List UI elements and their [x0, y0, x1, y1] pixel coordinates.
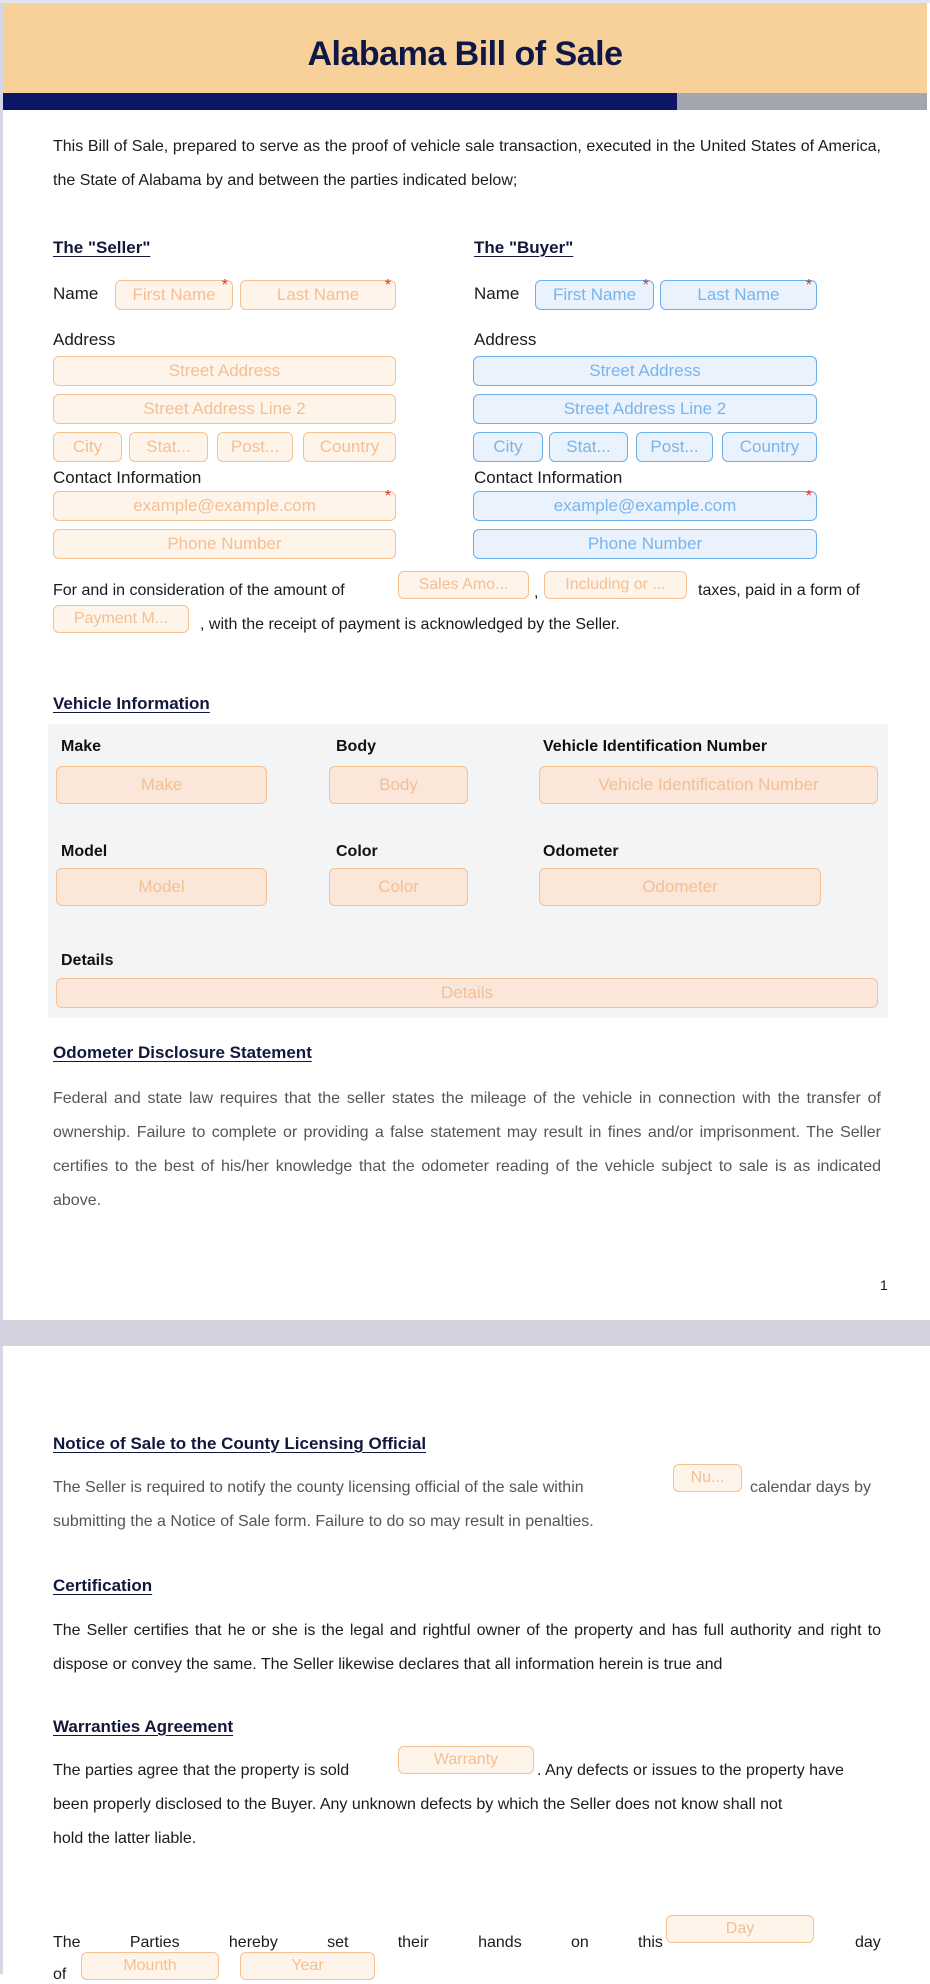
required-asterisk: * — [805, 277, 812, 294]
notice-days-input[interactable]: Nu... — [673, 1464, 742, 1492]
word: set — [327, 1934, 349, 1951]
header-bar-navy — [3, 93, 677, 110]
buyer-first-name-placeholder: First Name — [552, 285, 637, 304]
model-label: Model — [61, 843, 108, 860]
buyer-state-input[interactable]: Stat... — [549, 432, 628, 462]
seller-heading: The "Seller" — [53, 238, 151, 257]
buyer-city-input[interactable]: City — [473, 432, 543, 462]
seller-street2-input[interactable]: Street Address Line 2 — [53, 394, 396, 424]
buyer-country-input[interactable]: Country — [722, 432, 817, 462]
seller-postal-input[interactable]: Post... — [217, 432, 293, 462]
word: hereby — [228, 1934, 278, 1951]
seller-first-name-placeholder: First Name — [132, 285, 216, 304]
buyer-street-input[interactable]: Street Address — [473, 356, 817, 386]
required-asterisk: * — [384, 277, 391, 294]
notice-text-1: The Seller is required to notify the county licensing official of the sale within — [53, 1479, 584, 1496]
buyer-contact-label: Contact Information — [474, 468, 623, 487]
including-taxes-input[interactable]: Including or ... — [544, 571, 687, 599]
payment-comma: , — [534, 584, 539, 601]
buyer-last-name-placeholder: Last Name — [697, 285, 780, 304]
buyer-last-name-input[interactable] — [660, 277, 817, 310]
word: The — [53, 1934, 81, 1951]
make-input[interactable]: Make — [56, 766, 267, 804]
word: Parties — [129, 1934, 180, 1951]
seller-state-input[interactable]: Stat... — [129, 432, 208, 462]
make-label: Make — [61, 738, 102, 755]
required-asterisk: * — [221, 277, 228, 294]
odometer-disclosure-heading: Odometer Disclosure Statement — [53, 1043, 312, 1062]
day-input[interactable]: Day — [666, 1915, 814, 1943]
seller-name-label: Name — [53, 284, 99, 303]
seller-street-input[interactable]: Street Address — [53, 356, 396, 386]
certification-heading: Certification — [53, 1576, 153, 1595]
buyer-street2-input[interactable]: Street Address Line 2 — [473, 394, 817, 424]
buyer-phone-input[interactable]: Phone Number — [473, 529, 817, 559]
buyer-name-label: Name — [474, 284, 520, 303]
header-bar-grey — [677, 93, 927, 110]
word: hands — [478, 1934, 522, 1951]
payment-text-1: For and in consideration of the amount of — [53, 582, 345, 599]
color-input[interactable]: Color — [329, 868, 468, 906]
body-input[interactable]: Body — [329, 766, 468, 804]
word: this — [638, 1934, 663, 1951]
vin-label: Vehicle Identification Number — [543, 738, 768, 755]
seller-email-input[interactable] — [53, 488, 396, 521]
buyer-email-input[interactable] — [473, 488, 817, 521]
page-separator — [0, 1320, 930, 1346]
required-asterisk: * — [384, 488, 391, 505]
year-input[interactable]: Year — [240, 1952, 375, 1980]
model-input[interactable]: Model — [56, 868, 267, 906]
seller-city-input[interactable]: City — [53, 432, 122, 462]
seller-email-placeholder: example@example.com — [133, 496, 316, 515]
seller-country-input[interactable]: Country — [303, 432, 396, 462]
warranties-text-2: . Any defects or issues to the property have — [537, 1762, 844, 1779]
seller-contact-label: Contact Information — [53, 468, 202, 487]
warranties-heading: Warranties Agreement — [53, 1717, 234, 1736]
odometer-input[interactable]: Odometer — [539, 868, 821, 906]
color-label: Color — [336, 843, 378, 860]
of-word: of — [53, 1966, 67, 1983]
word: on — [570, 1934, 589, 1951]
notice-of-sale-heading: Notice of Sale to the County Licensing Official — [53, 1434, 427, 1453]
warranties-text-4: hold the latter liable. — [53, 1830, 197, 1847]
page-title: Alabama Bill of Sale — [307, 35, 623, 73]
page-number: 1 — [880, 1277, 888, 1293]
buyer-first-name-input[interactable] — [535, 277, 654, 310]
buyer-heading: The "Buyer" — [474, 238, 574, 257]
vin-input[interactable]: Vehicle Identification Number — [539, 766, 878, 804]
signature-date-text — [53, 1934, 663, 1952]
body-label: Body — [336, 738, 376, 755]
page-left-border — [0, 0, 3, 1974]
payment-text-3: , with the receipt of payment is acknowledged by the Seller. — [200, 616, 620, 633]
payment-text-2: taxes, paid in a form of — [698, 582, 860, 599]
intro-paragraph: This Bill of Sale, prepared to serve as the proof of vehicle sale transaction, executed in the United States of America, the State of Alabama by and between the parties indicated below; — [53, 138, 881, 189]
odometer-disclosure-text: Federal and state law requires that the seller states the mileage of the vehicle in connection with the transfer of ownership. Failure to complete or providing a false statement may result in fines and/or imprisonment. The Seller certifies to the best of his/her knowledge that the odometer reading of the vehicle subject to sale is as indicated above. — [53, 1090, 881, 1209]
odometer-label: Odometer — [543, 843, 619, 860]
required-asterisk: * — [642, 277, 649, 294]
day-word: day — [855, 1934, 881, 1951]
warranty-input[interactable]: Warranty — [398, 1746, 534, 1774]
details-input[interactable]: Details — [56, 978, 878, 1008]
word: their — [397, 1934, 429, 1951]
seller-last-name-placeholder: Last Name — [276, 285, 360, 304]
buyer-postal-input[interactable]: Post... — [636, 432, 713, 462]
seller-first-name-input[interactable] — [115, 277, 233, 310]
notice-text-2: calendar days by — [750, 1479, 871, 1496]
document-header — [3, 3, 927, 93]
payment-method-input[interactable]: Payment M... — [53, 605, 189, 633]
seller-phone-input[interactable]: Phone Number — [53, 529, 396, 559]
seller-last-name-input[interactable] — [240, 277, 396, 310]
buyer-email-placeholder: example@example.com — [553, 496, 737, 515]
warranties-text-1: The parties agree that the property is sold — [53, 1762, 350, 1779]
buyer-address-label: Address — [474, 330, 537, 349]
notice-text-3: submitting the a Notice of Sale form. Failure to do so may result in penalties. — [53, 1513, 594, 1530]
seller-address-label: Address — [53, 330, 116, 349]
required-asterisk: * — [805, 488, 812, 505]
warranties-text-3: been properly disclosed to the Buyer. Any unknown defects by which the Seller does not know shall not — [53, 1796, 783, 1813]
sales-amount-input[interactable]: Sales Amo... — [398, 571, 529, 599]
month-input[interactable]: Mounth — [81, 1952, 219, 1980]
certification-text: The Seller certifies that he or she is the legal and rightful owner of the property and has full authority and right to dispose or convey the same. The Seller likewise declares that all information herein is true and — [53, 1622, 881, 1673]
details-label: Details — [61, 952, 114, 969]
vehicle-info-heading: Vehicle Information — [53, 694, 210, 713]
